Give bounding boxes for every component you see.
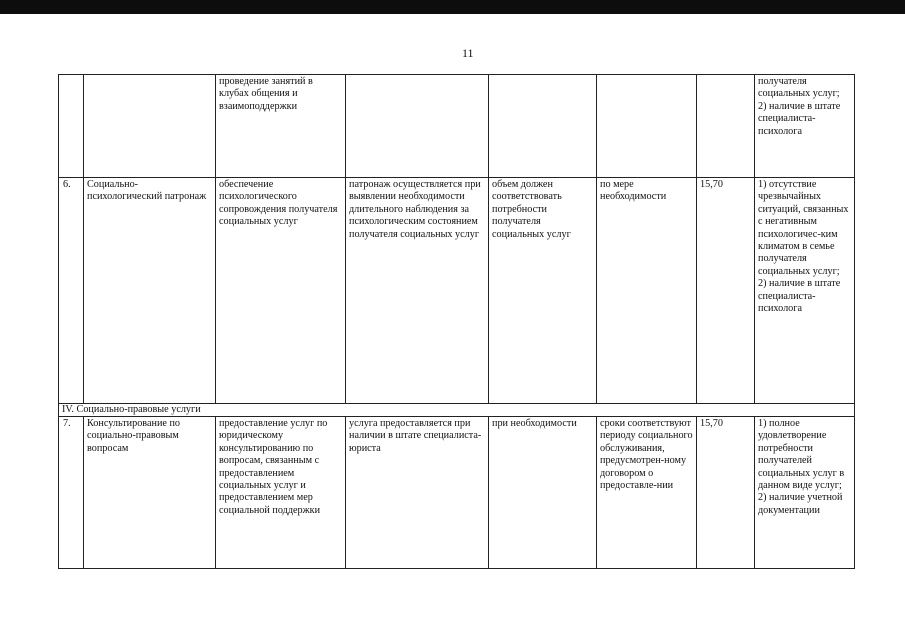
cell-number bbox=[59, 75, 84, 178]
cell-number: 7. bbox=[59, 417, 84, 569]
table-row-6 bbox=[59, 178, 855, 404]
cell-volume bbox=[489, 75, 597, 178]
cell-service: Социально-психологический патронаж bbox=[84, 178, 216, 404]
services-table bbox=[58, 74, 855, 569]
cell-price bbox=[697, 75, 755, 178]
cell-conditions: 1) отсутствие чрезвычайных ситуаций, связанных с негативным психологичес-ким климатом в семье получателя социальных услуг; 2) наличие в штате специалиста-психолога bbox=[755, 178, 855, 404]
cell-terms bbox=[597, 75, 697, 178]
cell-description: услуга предоставляется при наличии в штате специалиста-юриста bbox=[346, 417, 489, 569]
cell-content: обеспечение психологического сопровождения получателя социальных услуг bbox=[216, 178, 346, 404]
table-row-7 bbox=[59, 417, 855, 569]
cell-terms: по мере необходимости bbox=[597, 178, 697, 404]
cell-conditions: 1) полное удовлетворение потребности получателей социальных услуг в данном виде услуг; 2) наличие учетной документации bbox=[755, 417, 855, 569]
scan-top-border bbox=[0, 0, 905, 14]
cell-description: патронаж осуществляется при выявлении необходимости длительного наблюдения за психологическим состоянием получателя социальных услуг bbox=[346, 178, 489, 404]
cell-terms: сроки соответствуют периоду социального обслуживания, предусмотрен-ному договором о предоставле-нии bbox=[597, 417, 697, 569]
cell-service bbox=[84, 75, 216, 178]
cell-volume: при необходимости bbox=[489, 417, 597, 569]
section-title: IV. Социально-правовые услуги bbox=[59, 404, 855, 417]
table-row-continued bbox=[59, 75, 855, 178]
section-header-row bbox=[59, 404, 855, 417]
cell-service: Консультирование по социально-правовым вопросам bbox=[84, 417, 216, 569]
cell-price: 15,70 bbox=[697, 178, 755, 404]
cell-content: проведение занятий в клубах общения и взаимоподдержки bbox=[216, 75, 346, 178]
cell-price: 15,70 bbox=[697, 417, 755, 569]
cell-number: 6. bbox=[59, 178, 84, 404]
cell-volume: объем должен соответствовать потребности получателя социальных услуг bbox=[489, 178, 597, 404]
cell-description bbox=[346, 75, 489, 178]
cell-content: предоставление услуг по юридическому консультированию по вопросам, связанным с предоставлением социальных услуг и предоставлением мер социальной поддержки bbox=[216, 417, 346, 569]
page-number: 11 bbox=[462, 46, 474, 60]
cell-conditions: получателя социальных услуг; 2) наличие в штате специалиста-психолога bbox=[755, 75, 855, 178]
